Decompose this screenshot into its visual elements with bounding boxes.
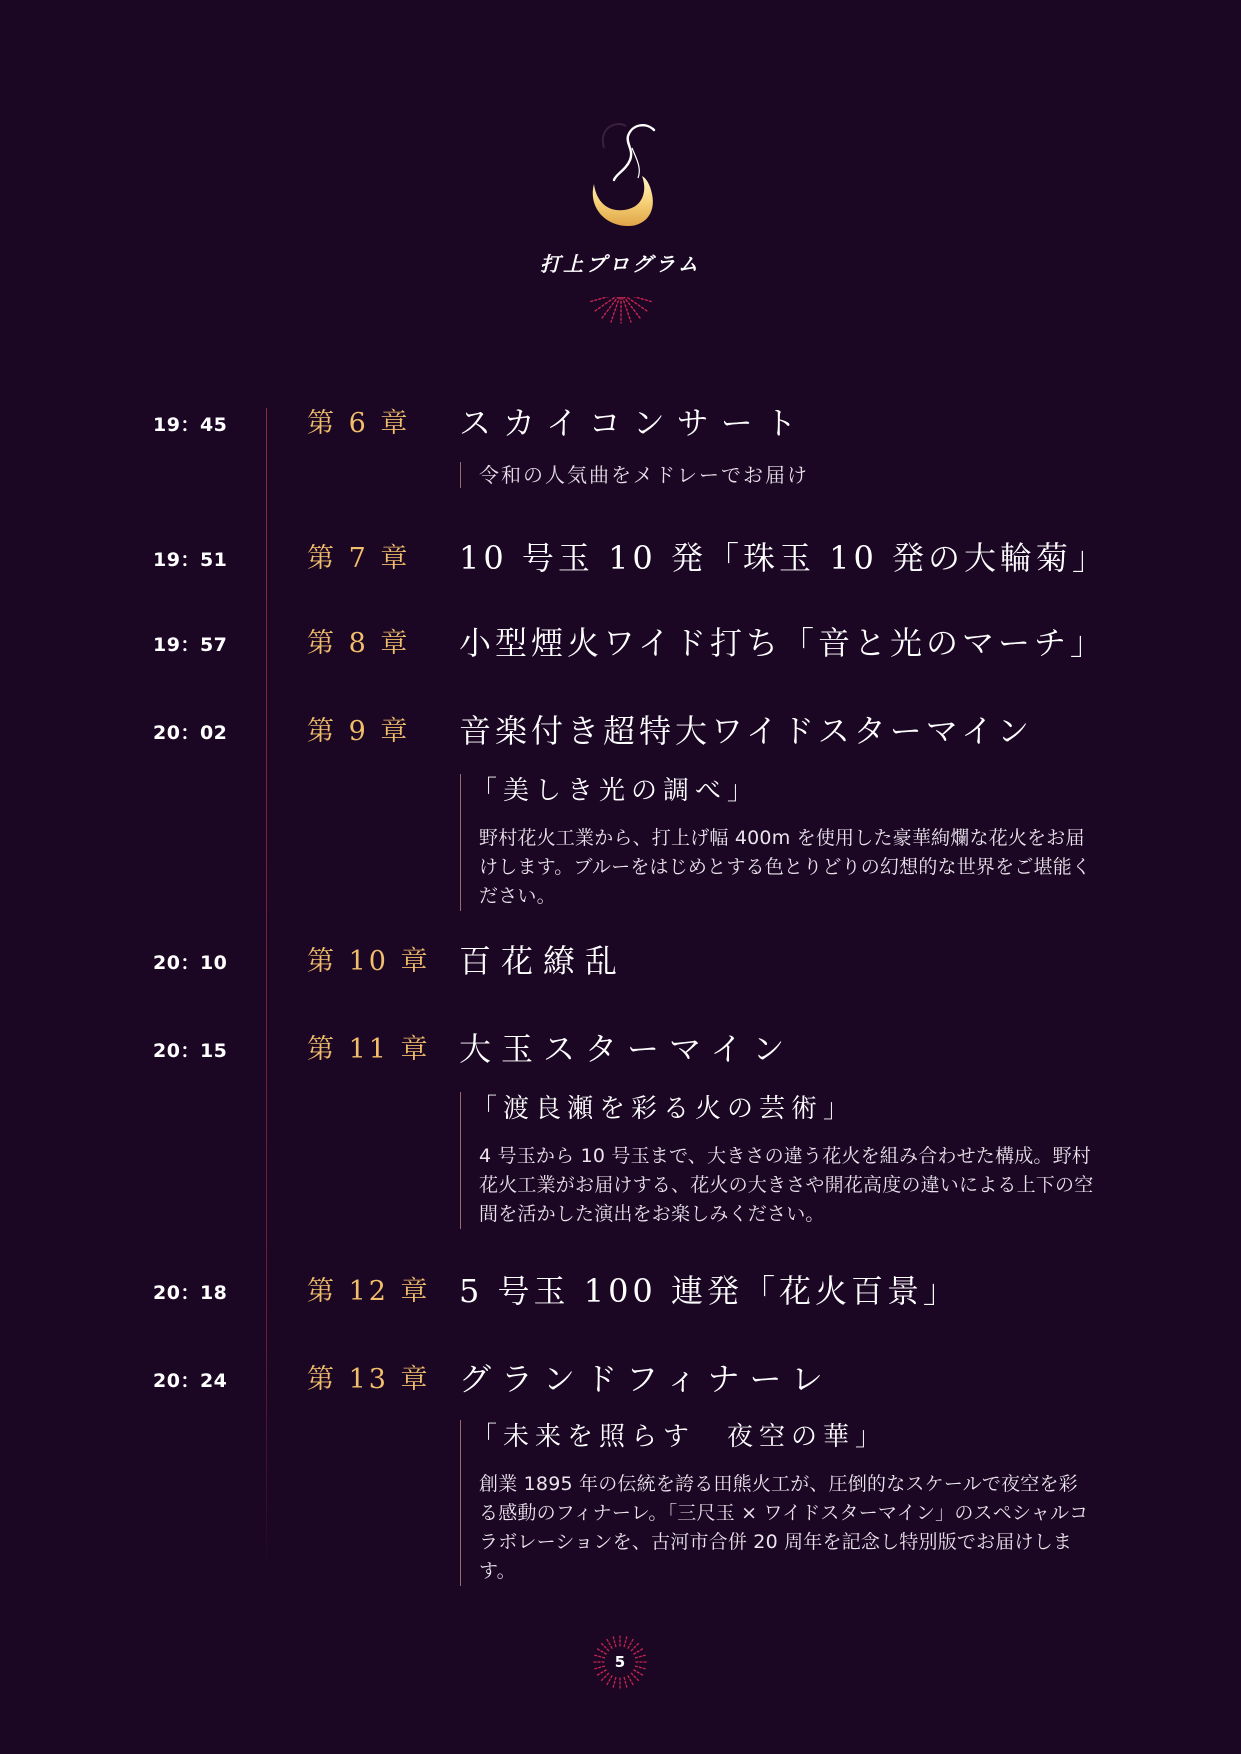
entry-title: 音楽付き超特大ワイドスターマイン (459, 712, 1034, 750)
entry-time: 20：24 (153, 1370, 228, 1392)
entry-description: 4 号玉から 10 号玉まで、大きさの違う花火を組み合わせた構成。野村花火工業がお届けする、花火の大きさや開花高度の違いによる上下の空間を活かした演出をお楽しみください。 (479, 1145, 1094, 1225)
entry-chapter: 第 6 章 (307, 408, 411, 439)
entry-title: 大玉スターマイン (459, 1030, 795, 1068)
timeline-line (266, 408, 267, 1578)
entry-title: 百花繚乱 (459, 942, 628, 980)
entry-subtitle: 「未来を照らす 夜空の華」 (471, 1422, 888, 1452)
entry-chapter: 第 13 章 (307, 1364, 431, 1395)
entry-time: 20：10 (153, 952, 228, 974)
entry-chapter: 第 10 章 (307, 946, 431, 977)
entry-chapter: 第 12 章 (307, 1276, 431, 1307)
entry-time: 19：57 (153, 634, 228, 656)
entry-title: 5 号玉 100 連発「花火百景」 (459, 1272, 959, 1310)
entry-title: 小型煙火ワイド打ち「音と光のマーチ」 (459, 624, 1107, 662)
entry-time: 19：45 (153, 414, 228, 436)
entry-chapter: 第 11 章 (307, 1034, 431, 1065)
page-number: 5 (614, 1653, 626, 1671)
entry-title: スカイコンサート (459, 404, 809, 442)
entry-subtitle: 「美しき光の調べ」 (471, 776, 760, 806)
firework-burst-icon (581, 287, 661, 327)
entry-time: 19：51 (153, 549, 228, 571)
entry-chapter: 第 7 章 (307, 543, 411, 574)
entry-time: 20：18 (153, 1282, 228, 1304)
crescent-swirl-logo-icon (576, 118, 666, 240)
entry-chapter: 第 9 章 (307, 716, 411, 747)
entry-description: 創業 1895 年の伝統を誇る田熊火工が、圧倒的なスケールで夜空を彩る感動のフィナーレ。「三尺玉 × ワイドスターマイン」のスペシャルコラボレーションを、古河市合併 20 周年を記念し特別版でお届けします。 (479, 1473, 1089, 1582)
entry-detail (460, 774, 1119, 911)
entry-detail (460, 462, 1119, 488)
entry-subtitle: 「渡良瀬を彩る火の芸術」 (471, 1094, 856, 1124)
entry-time: 20：15 (153, 1040, 228, 1062)
page-number-badge (590, 1632, 650, 1692)
entry-time: 20：02 (153, 722, 228, 744)
entry-title: 10 号玉 10 発「珠玉 10 発の大輪菊」 (459, 539, 1109, 577)
header (0, 118, 1241, 327)
entry-subtitle: 令和の人気曲をメドレーでお届け (479, 463, 809, 487)
entry-chapter: 第 8 章 (307, 628, 411, 659)
entry-description: 野村花火工業から、打上げ幅 400m を使用した豪華絢爛な花火をお届けします。ブルーをはじめとする色とりどりの幻想的な世界をご堪能ください。 (479, 827, 1092, 907)
entry-detail (460, 1420, 1119, 1586)
page-title: 打上プログラム (540, 252, 701, 276)
entry-title: グランドフィナーレ (459, 1360, 833, 1398)
entry-detail (460, 1092, 1119, 1229)
